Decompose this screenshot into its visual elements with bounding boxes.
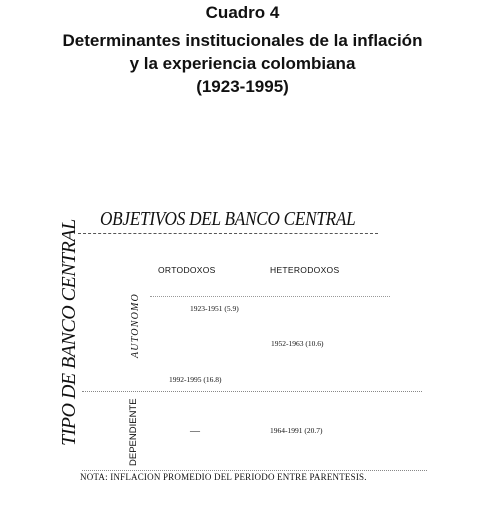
cell-autonomo-ortodoxos: 1923-1951 (5.9) [190, 304, 239, 313]
row-axis-title: TIPO DE BANCO CENTRAL [58, 219, 80, 446]
title-line-3: y la experiencia colombiana [129, 54, 356, 73]
table-bottom-divider [82, 470, 427, 471]
column-header-ortodoxos: ORTODOXOS [158, 265, 216, 275]
row-label-autonomo: AUTONOMO [130, 293, 141, 358]
title-line-4: (1923-1995) [196, 77, 289, 96]
title-line-2: Determinantes institucionales de la inflación [62, 31, 423, 50]
column-axis-title: OBJETIVOS DEL BANCO CENTRAL [100, 208, 356, 230]
header-divider [78, 233, 378, 234]
cell-dependiente-ortodoxos: — [190, 426, 200, 437]
title-line-1: Cuadro 4 [205, 3, 280, 22]
row-divider-top [150, 296, 390, 297]
column-header-heterodoxos: HETERODOXOS [270, 265, 340, 275]
cell-autonomo-ortodoxos-2: 1992-1995 (16.8) [169, 375, 222, 384]
cell-dependiente-heterodoxos: 1964-1991 (20.7) [270, 426, 323, 435]
row-divider-middle [82, 391, 422, 392]
row-label-dependiente: DEPENDIENTE [128, 398, 139, 466]
table-note: NOTA: INFLACION PROMEDIO DEL PERIODO ENTRE PARENTESIS. [80, 472, 367, 482]
cell-autonomo-heterodoxos: 1952-1963 (10.6) [271, 339, 324, 348]
